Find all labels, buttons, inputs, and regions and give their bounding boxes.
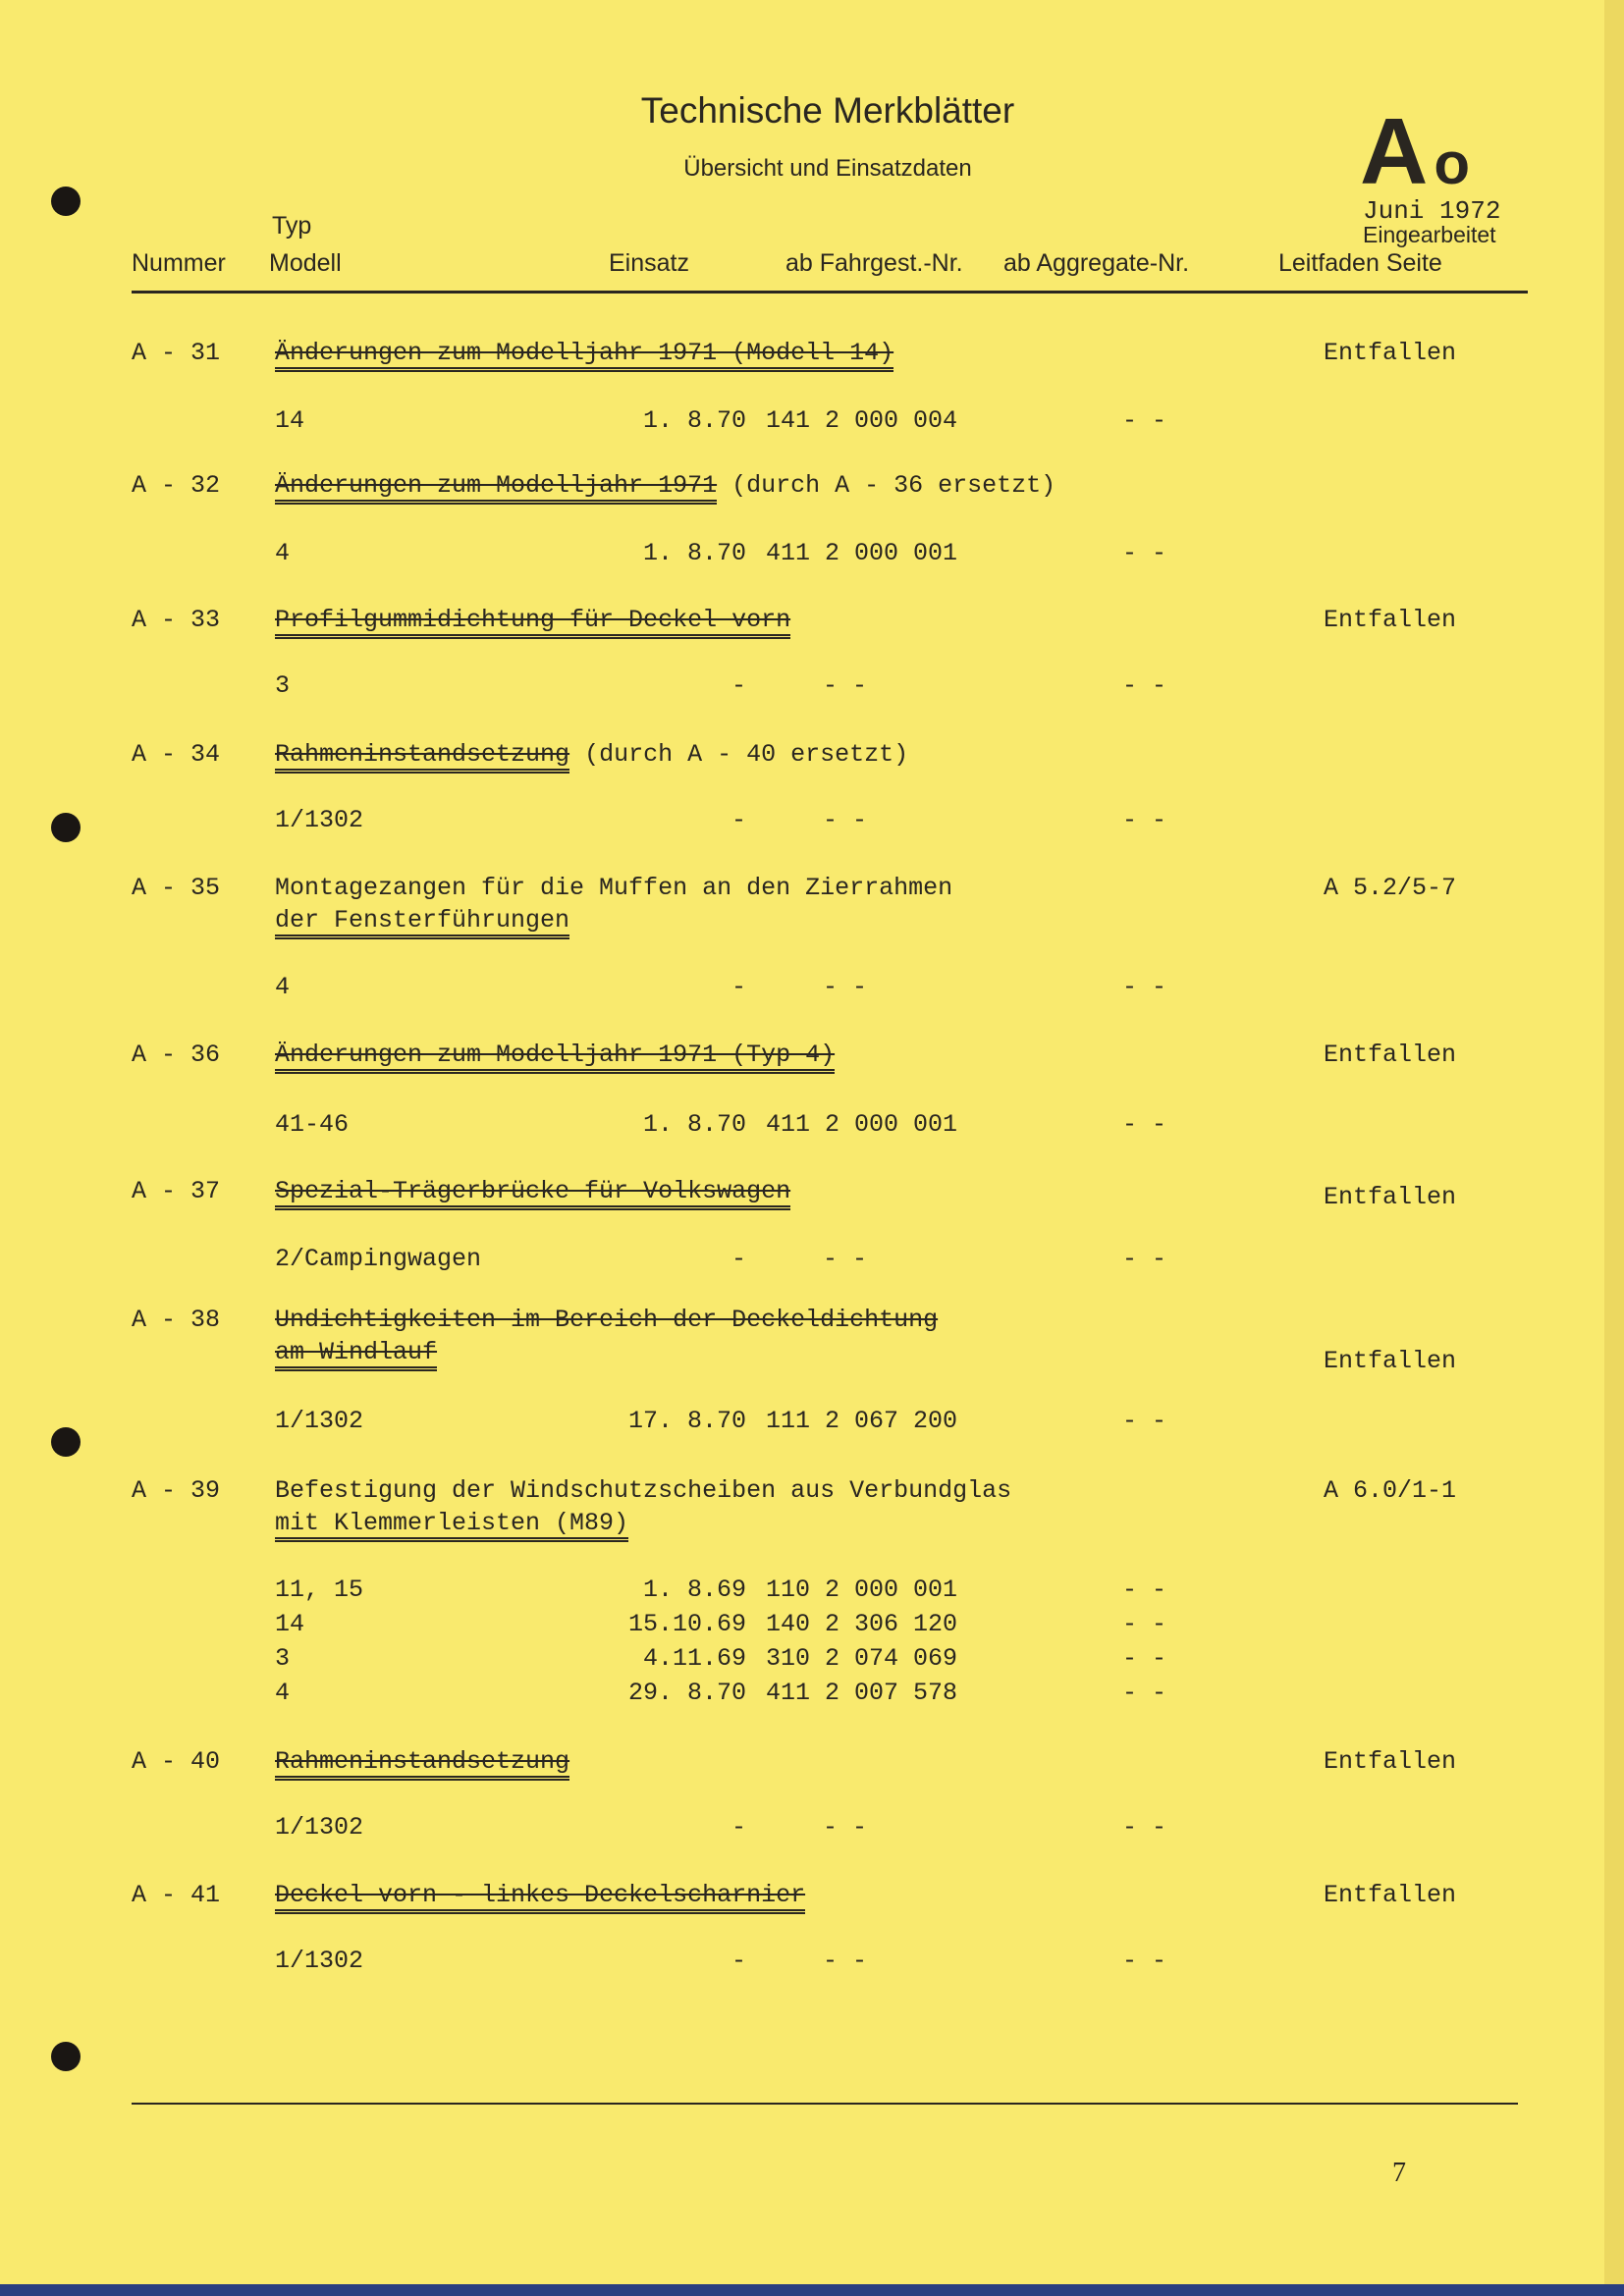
entry-title <box>275 1306 938 1334</box>
einsatz-date: 1. 8.69 <box>642 1575 746 1604</box>
einsatz-date: 15.10.69 <box>627 1610 746 1638</box>
fahrgest-nr: 141 2 000 004 <box>766 406 958 435</box>
entry-number: A - 38 <box>132 1306 221 1334</box>
col-einsatz: Einsatz <box>609 249 689 277</box>
punch-hole <box>51 2042 81 2071</box>
aggregate-nr: - - <box>1122 539 1167 567</box>
entry-title <box>275 1881 805 1914</box>
entry-title <box>275 1338 437 1371</box>
entry-title <box>275 606 790 639</box>
header-rule <box>132 291 1528 294</box>
fahrgest-nr: 111 2 067 200 <box>766 1407 958 1435</box>
aggregate-nr: - - <box>1122 806 1167 834</box>
leitfaden-ref: A 5.2/5-7 <box>1324 874 1457 902</box>
title-text: mit Klemmerleisten (M89) <box>275 1509 629 1537</box>
aggregate-nr: - - <box>1122 406 1167 435</box>
entry-title <box>275 874 952 902</box>
aggregate-nr: - - <box>1122 1407 1167 1435</box>
struck-title: Profilgummidichtung für Deckel vorn <box>275 606 791 634</box>
entry-number: A - 34 <box>132 740 221 769</box>
einsatz-date: 1. 8.70 <box>642 539 746 567</box>
fahrgest-nr: - - <box>823 973 868 1001</box>
typ-modell: 3 <box>275 671 291 700</box>
entry-title-line <box>275 1177 790 1210</box>
struck-title: Änderungen zum Modelljahr 1971 <box>275 471 718 500</box>
col-eingearbeitet: Eingearbeitet <box>1363 222 1496 247</box>
badge-suffix: o <box>1434 131 1476 196</box>
title-text: Befestigung der Windschutzscheiben aus Verbundglas <box>275 1476 1012 1505</box>
fahrgest-nr: - - <box>823 671 868 700</box>
punch-hole <box>51 1427 81 1457</box>
entry-title <box>275 1509 628 1542</box>
leitfaden-ref: Entfallen <box>1324 606 1457 634</box>
footer-rule <box>132 2103 1518 2105</box>
leitfaden-ref: Entfallen <box>1324 1183 1457 1211</box>
fahrgest-nr: 110 2 000 001 <box>766 1575 958 1604</box>
aggregate-nr: - - <box>1122 1245 1167 1273</box>
entry-title-line <box>275 1747 569 1781</box>
typ-modell: 3 <box>275 1644 291 1673</box>
aggregate-nr: - - <box>1122 671 1167 700</box>
entry-title-line <box>275 906 569 939</box>
struck-title: Änderungen zum Modelljahr 1971 (Typ 4) <box>275 1041 836 1069</box>
typ-modell: 1/1302 <box>275 806 364 834</box>
fahrgest-nr: - - <box>823 1813 868 1842</box>
entry-title-line <box>275 1041 835 1074</box>
aggregate-nr: - - <box>1122 1947 1167 1975</box>
col-aggregate: ab Aggregate-Nr. <box>1003 249 1190 277</box>
typ-modell: 1/1302 <box>275 1407 364 1435</box>
section-badge <box>1360 98 1476 206</box>
entry-title-line <box>275 1306 938 1334</box>
entry-title-line <box>275 740 908 774</box>
aggregate-nr: - - <box>1122 1679 1167 1707</box>
struck-title: Änderungen zum Modelljahr 1971 (Modell 14) <box>275 339 894 367</box>
entry-number: A - 33 <box>132 606 221 634</box>
einsatz-date: 17. 8.70 <box>627 1407 746 1435</box>
page-number: 7 <box>1392 2158 1406 2188</box>
typ-modell: 1/1302 <box>275 1813 364 1842</box>
fahrgest-nr: - - <box>823 1245 868 1273</box>
leitfaden-ref: A 6.0/1-1 <box>1324 1476 1457 1505</box>
col-fahrgest: ab Fahrgest.-Nr. <box>785 249 963 277</box>
fahrgest-nr: 140 2 306 120 <box>766 1610 958 1638</box>
document-title: Technische Merkblätter <box>640 90 1015 131</box>
col-nummer: Nummer <box>132 249 226 277</box>
entry-title-line <box>275 471 1056 505</box>
page-edge <box>1604 0 1624 2296</box>
background-edge <box>0 2284 1624 2296</box>
entry-title-line <box>275 1338 437 1371</box>
entry-number: A - 37 <box>132 1177 221 1205</box>
leitfaden-ref: Entfallen <box>1324 1881 1457 1909</box>
entry-title-line <box>275 1881 805 1914</box>
entry-title <box>275 1177 790 1210</box>
einsatz-date: 1. 8.70 <box>642 1110 746 1139</box>
entry-number: A - 36 <box>132 1041 221 1069</box>
entry-number: A - 32 <box>132 471 221 500</box>
typ-modell: 41-46 <box>275 1110 350 1139</box>
struck-title: am Windlauf <box>275 1338 438 1366</box>
fahrgest-nr: 411 2 000 001 <box>766 1110 958 1139</box>
typ-modell: 2/Campingwagen <box>275 1245 482 1273</box>
einsatz-date: - <box>731 1947 746 1975</box>
einsatz-date: - <box>731 671 746 700</box>
struck-title: Rahmeninstandsetzung <box>275 740 570 769</box>
entry-title <box>275 740 569 774</box>
typ-modell: 4 <box>275 1679 291 1707</box>
leitfaden-ref: Entfallen <box>1324 339 1457 367</box>
aggregate-nr: - - <box>1122 1610 1167 1638</box>
entry-title <box>275 471 717 505</box>
entry-number: A - 41 <box>132 1881 221 1909</box>
fahrgest-nr: 411 2 000 001 <box>766 539 958 567</box>
einsatz-date: 1. 8.70 <box>642 406 746 435</box>
typ-modell: 11, 15 <box>275 1575 364 1604</box>
aggregate-nr: - - <box>1122 1110 1167 1139</box>
badge-letter: A <box>1360 99 1435 204</box>
entry-title <box>275 1476 1011 1505</box>
struck-title: Spezial-Trägerbrücke für Volkswagen <box>275 1177 791 1205</box>
einsatz-date: - <box>731 806 746 834</box>
typ-modell: 14 <box>275 406 305 435</box>
einsatz-date: - <box>731 973 746 1001</box>
struck-title: Rahmeninstandsetzung <box>275 1747 570 1776</box>
entry-number: A - 31 <box>132 339 221 367</box>
leitfaden-ref: Entfallen <box>1324 1347 1457 1375</box>
title-note: (durch A - 36 ersetzt) <box>717 471 1056 500</box>
aggregate-nr: - - <box>1122 973 1167 1001</box>
entry-title <box>275 1041 835 1074</box>
title-note: (durch A - 40 ersetzt) <box>569 740 909 769</box>
einsatz-date: - <box>731 1245 746 1273</box>
punch-hole <box>51 813 81 842</box>
entry-title-line <box>275 874 952 902</box>
einsatz-date: 4.11.69 <box>642 1644 746 1673</box>
title-text: Montagezangen für die Muffen an den Zierrahmen <box>275 874 953 902</box>
col-typ: Typ <box>272 212 312 240</box>
struck-title: Deckel vorn - linkes Deckelscharnier <box>275 1881 806 1909</box>
typ-modell: 4 <box>275 973 291 1001</box>
einsatz-date: - <box>731 1813 746 1842</box>
date-stamp: Juni 1972 <box>1363 196 1501 226</box>
struck-title: Undichtigkeiten im Bereich der Deckeldichtung <box>275 1306 939 1334</box>
typ-modell: 4 <box>275 539 291 567</box>
aggregate-nr: - - <box>1122 1575 1167 1604</box>
entry-title-line <box>275 1509 628 1542</box>
punch-hole <box>51 187 81 216</box>
aggregate-nr: - - <box>1122 1813 1167 1842</box>
entry-title-line <box>275 606 790 639</box>
typ-modell: 1/1302 <box>275 1947 364 1975</box>
einsatz-date: 29. 8.70 <box>627 1679 746 1707</box>
fahrgest-nr: 411 2 007 578 <box>766 1679 958 1707</box>
fahrgest-nr: - - <box>823 1947 868 1975</box>
typ-modell: 14 <box>275 1610 305 1638</box>
leitfaden-ref: Entfallen <box>1324 1041 1457 1069</box>
entry-title-line <box>275 339 893 372</box>
title-text: der Fensterführungen <box>275 906 570 934</box>
entry-title <box>275 1747 569 1781</box>
document-subtitle: Übersicht und Einsatzdaten <box>683 155 972 182</box>
entry-title-line <box>275 1476 1011 1505</box>
entry-title <box>275 339 893 372</box>
entry-number: A - 39 <box>132 1476 221 1505</box>
leitfaden-ref: Entfallen <box>1324 1747 1457 1776</box>
fahrgest-nr: 310 2 074 069 <box>766 1644 958 1673</box>
entry-number: A - 35 <box>132 874 221 902</box>
col-modell: Modell <box>269 249 342 277</box>
entry-title <box>275 906 569 939</box>
aggregate-nr: - - <box>1122 1644 1167 1673</box>
col-leitfaden: Leitfaden Seite <box>1278 249 1442 277</box>
entry-number: A - 40 <box>132 1747 221 1776</box>
fahrgest-nr: - - <box>823 806 868 834</box>
